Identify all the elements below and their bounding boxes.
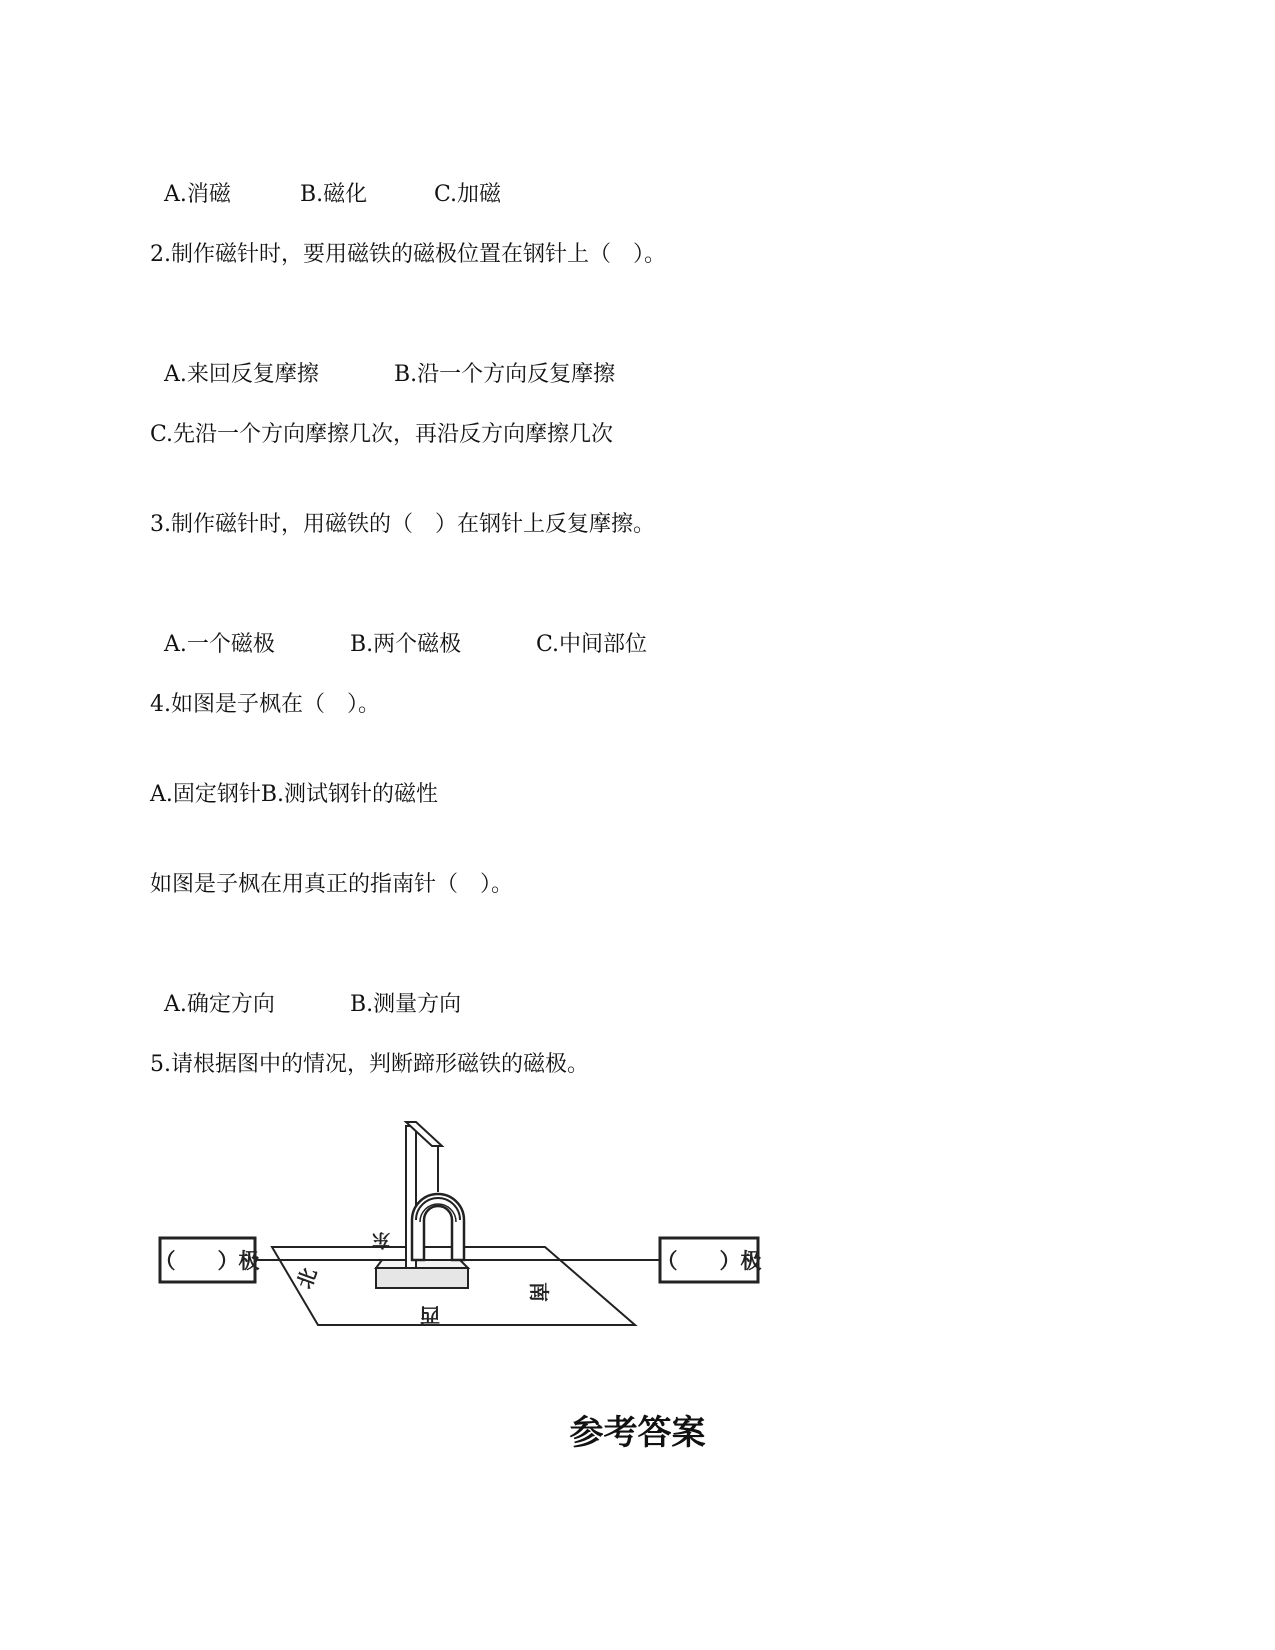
q1-option-a: A.消磁	[164, 182, 231, 207]
direction-north: 北	[292, 1264, 322, 1292]
q3-option-c: C.中间部位	[536, 632, 648, 657]
q2-option-b: B.沿一个方向反复摩擦	[394, 362, 616, 387]
direction-east: 东	[372, 1229, 390, 1250]
q1-options	[150, 150, 501, 210]
q4-option2-a: A.确定方向	[164, 992, 275, 1017]
q4-stem-2: 如图是子枫在用真正的指南针（ ）。	[150, 872, 514, 897]
q1-option-c: C.加磁	[434, 182, 502, 207]
q2-stem: 2.制作磁针时，要用磁铁的磁极位置在钢针上（ ）。	[150, 242, 666, 267]
q2-option-a: A.来回反复摩擦	[164, 362, 319, 387]
q4-options-2	[150, 960, 461, 1020]
q3-options	[150, 600, 647, 660]
answers-heading: 参考答案	[569, 1413, 706, 1453]
q2-options-row	[150, 330, 615, 390]
q4-option2-b: B.测量方向	[350, 992, 462, 1017]
left-pole-label: （ ）极	[154, 1249, 260, 1273]
q2-option-c: C.先沿一个方向摩擦几次，再沿反方向摩擦几次	[150, 422, 614, 447]
right-pole-label: （ ）极	[656, 1249, 762, 1273]
direction-south: 南	[527, 1282, 551, 1302]
q3-option-a: A.一个磁极	[164, 632, 275, 657]
q4-stem: 4.如图是子枫在（ ）。	[150, 692, 380, 717]
stand-base	[376, 1268, 468, 1288]
q5-stem: 5.请根据图中的情况，判断蹄形磁铁的磁极。	[150, 1052, 589, 1077]
magnet-figure	[150, 1110, 770, 1340]
direction-west: 西	[420, 1303, 440, 1327]
q1-option-b: B.磁化	[300, 182, 368, 207]
q4-options: A.固定钢针B.测试钢针的磁性	[150, 782, 439, 807]
q3-option-b: B.两个磁极	[350, 632, 462, 657]
q3-stem: 3.制作磁针时，用磁铁的（ ）在钢针上反复摩擦。	[150, 512, 655, 537]
